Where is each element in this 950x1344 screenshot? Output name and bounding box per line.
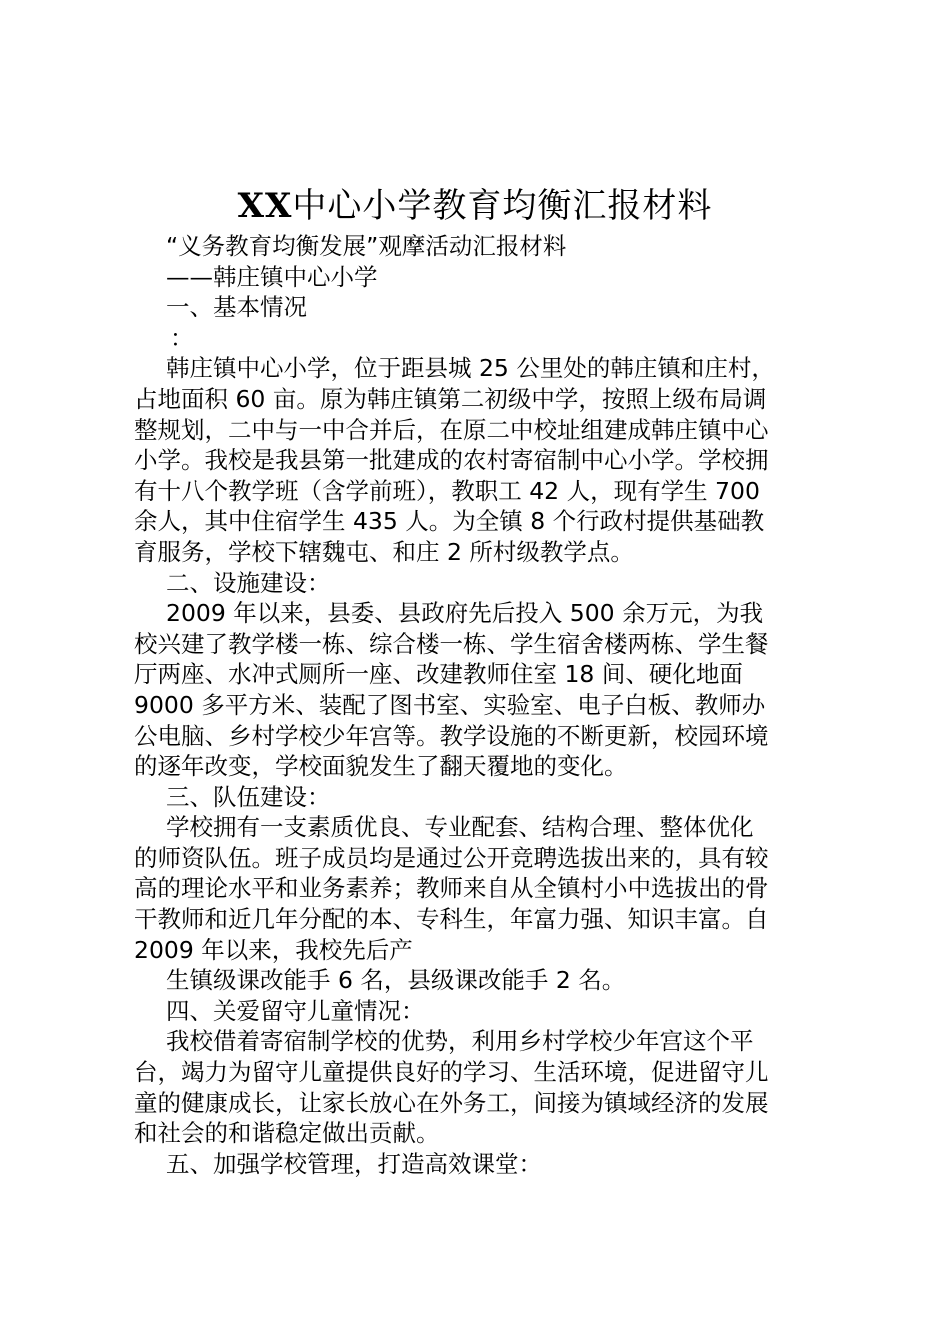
text-line: 台，竭力为留守儿童提供良好的学习、生活环境，促进留守儿 — [134, 1058, 769, 1087]
text-line: 四、关爱留守儿童情况： — [166, 996, 425, 1025]
text-line: 厅两座、水冲式厕所一座、改建教师住室 18 间、硬化地面 — [134, 660, 743, 689]
text-line: 校兴建了教学楼一栋、综合楼一栋、学生宿舍楼两栋、学生餐 — [134, 629, 769, 658]
text-line: 干教师和近几年分配的本、专科生，年富力强、知识丰富。自 — [134, 905, 769, 934]
text-line: ——韩庄镇中心小学 — [166, 262, 378, 291]
document-body — [134, 231, 834, 1179]
text-line: 三、队伍建设： — [166, 782, 331, 811]
title-text: 中心小学教育均衡汇报材料 — [292, 186, 713, 226]
text-line: 生镇级课改能手 6 名，县级课改能手 2 名。 — [166, 966, 626, 995]
text-line: 的逐年改变，学校面貌发生了翻天覆地的变化。 — [134, 752, 628, 781]
text-line: 整规划，二中与一中合并后，在原二中校址组建成韩庄镇中心 — [134, 415, 769, 444]
text-line: 2009 年以来，我校先后产 — [134, 935, 413, 964]
document-title — [0, 181, 950, 231]
text-line: 我校借着寄宿制学校的优势，利用乡村学校少年宫这个平 — [166, 1027, 754, 1056]
text-line: 二、设施建设： — [166, 568, 331, 597]
text-line: ： — [170, 323, 194, 352]
text-line: 五、加强学校管理，打造高效课堂： — [166, 1149, 542, 1178]
text-line: 公电脑、乡村学校少年宫等。教学设施的不断更新，校园环境 — [134, 721, 769, 750]
text-line: 学校拥有一支素质优良、专业配套、结构合理、整体优化 — [166, 813, 754, 842]
text-line: 占地面积 60 亩。原为韩庄镇第二初级中学，按照上级布局调 — [134, 384, 767, 413]
text-line: 小学。我校是我县第一批建成的农村寄宿制中心小学。学校拥 — [134, 446, 769, 475]
text-line: 一、基本情况 — [166, 293, 307, 322]
text-line: 韩庄镇中心小学，位于距县城 25 公里处的韩庄镇和庄村， — [166, 354, 775, 383]
text-line: 高的理论水平和业务素养；教师来自从全镇村小中选拔出的骨 — [134, 874, 769, 903]
text-line: 的师资队伍。班子成员均是通过公开竞聘选拔出来的，具有较 — [134, 843, 769, 872]
text-line: 2009 年以来，县委、县政府先后投入 500 余万元，为我 — [166, 599, 764, 628]
text-line: 童的健康成长，让家长放心在外务工，间接为镇域经济的发展 — [134, 1088, 769, 1117]
title-prefix: XX — [237, 186, 293, 226]
text-line: 有十八个教学班（含学前班），教职工 42 人，现有学生 700 — [134, 476, 760, 505]
text-line: 和社会的和谐稳定做出贡献。 — [134, 1119, 440, 1148]
text-line: 育服务，学校下辖魏屯、和庄 2 所村级教学点。 — [134, 537, 634, 566]
text-line: “义务教育均衡发展”观摩活动汇报材料 — [166, 232, 567, 260]
text-line: 9000 多平方米、装配了图书室、实验室、电子白板、教师办 — [134, 690, 766, 719]
text-line: 余人，其中住宿学生 435 人。为全镇 8 个行政村提供基础教 — [134, 507, 765, 536]
